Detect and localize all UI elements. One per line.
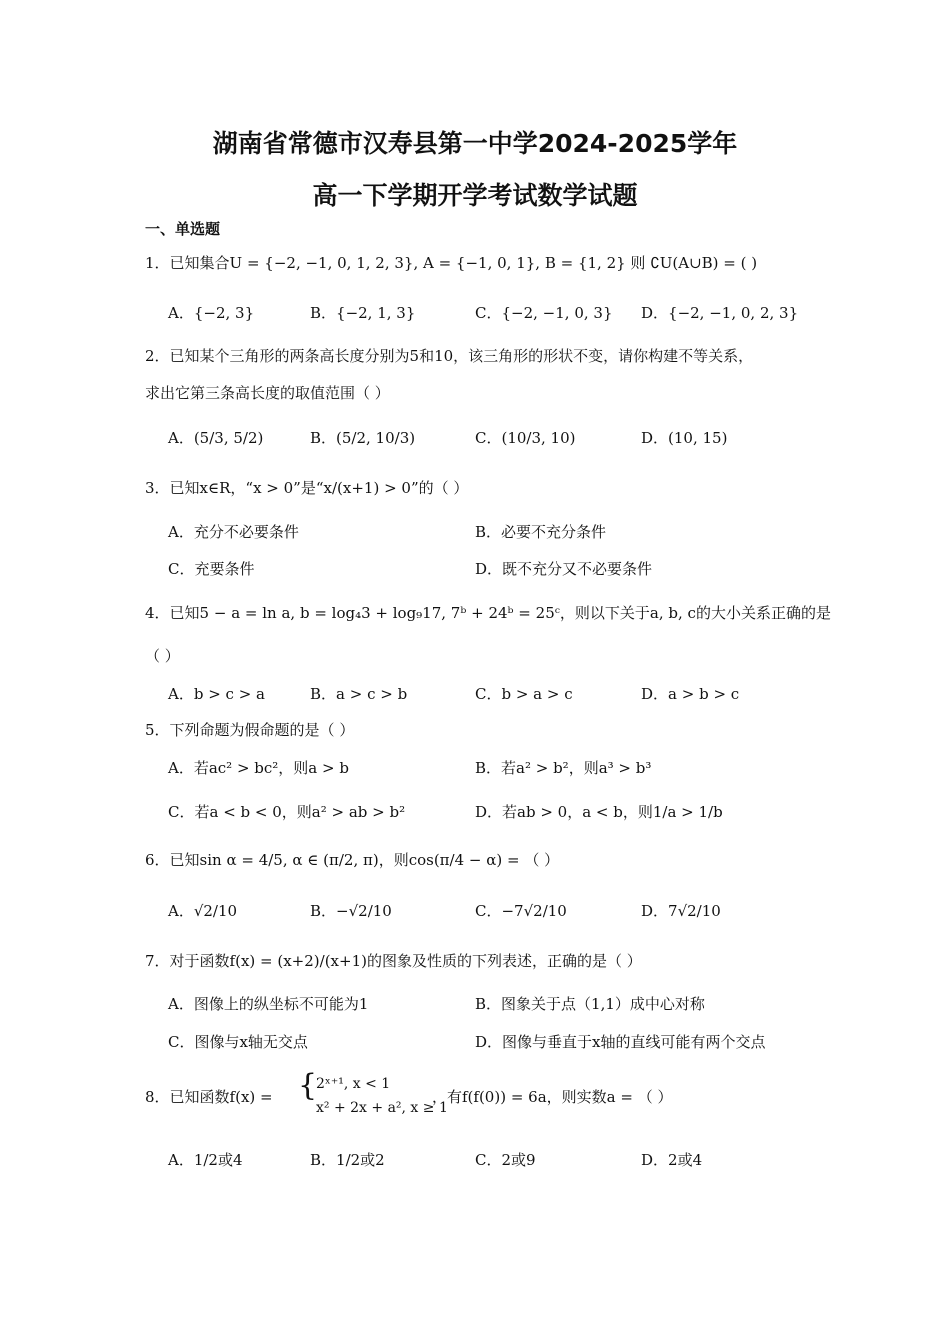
question-2-option-c: C．(10/3, 10) (475, 429, 576, 447)
question-7-option-a: A．图像上的纵坐标不可能为1 (168, 995, 369, 1013)
question-1-option-d: D．{−2, −1, 0, 2, 3} (641, 304, 799, 322)
exam-title-line1: 湖南省常德市汉寿县第一中学2024-2025学年 (212, 129, 738, 158)
question-3-option-d: D．既不充分又不必要条件 (475, 560, 653, 578)
question-8-option-a: A．1/2或4 (168, 1151, 243, 1169)
question-7-option-c: C．图像与x轴无交点 (168, 1033, 308, 1051)
question-4-option-d: D．a > b > c (641, 685, 740, 703)
question-8-stem-suffix: ，有f(f(0)) = 6a，则实数a = （ ） (432, 1088, 673, 1106)
question-4-option-c: C．b > a > c (475, 685, 573, 703)
question-4-option-a: A．b > c > a (168, 685, 265, 703)
question-6-option-b: B．−√2/10 (310, 902, 392, 920)
question-1-option-c: C．{−2, −1, 0, 3} (475, 304, 613, 322)
question-3-stem: 3．已知x∈R，“x > 0”是“x/(x+1) > 0”的（ ） (145, 479, 469, 497)
question-2-stem-line2: 求出它第三条高长度的取值范围（ ） (145, 384, 390, 402)
question-3-option-b: B．必要不充分条件 (475, 523, 607, 541)
question-5-option-b: B．若a² > b²，则a³ > b³ (475, 759, 652, 777)
question-5-stem: 5．下列命题为假命题的是（ ） (145, 721, 355, 739)
question-2-option-d: D．(10, 15) (641, 429, 728, 447)
question-4-stem-line2: （ ） (145, 647, 180, 665)
question-6-stem: 6．已知sin α = 4/5, α ∈ (π/2, π)，则cos(π/4 − α) = （ ） (145, 851, 560, 869)
question-8-option-d: D．2或4 (641, 1151, 703, 1169)
question-2-stem-line1: 2．已知某个三角形的两条高长度分别为5和10，该三角形的形状不变，请你构建不等关系， (145, 347, 754, 365)
piecewise-brace: { (298, 1068, 318, 1103)
question-5-option-a: A．若ac² > bc²，则a > b (168, 759, 349, 777)
question-8-option-c: C．2或9 (475, 1151, 536, 1169)
question-6-option-d: D．7√2/10 (641, 902, 721, 920)
question-2-option-b: B．(5/2, 10/3) (310, 429, 416, 447)
question-7-option-d: D．图像与垂直于x轴的直线可能有两个交点 (475, 1033, 766, 1051)
question-6-option-a: A．√2/10 (168, 902, 238, 920)
question-5-option-d: D．若ab > 0，a < b，则1/a > 1/b (475, 803, 723, 821)
question-5-option-c: C．若a < b < 0，则a² > ab > b² (168, 803, 406, 821)
section-heading: 一、单选题 (145, 220, 221, 238)
question-4-option-b: B．a > c > b (310, 685, 408, 703)
question-1-option-a: A．{−2, 3} (168, 304, 255, 322)
question-6-option-c: C．−7√2/10 (475, 902, 567, 920)
question-8-case-1: 2ˣ⁺¹, x < 1 (316, 1076, 391, 1092)
exam-title-line2: 高一下学期开学考试数学试题 (312, 181, 638, 210)
question-8-option-b: B．1/2或2 (310, 1151, 385, 1169)
question-3-option-c: C．充要条件 (168, 560, 255, 578)
question-2-option-a: A．(5/3, 5/2) (168, 429, 264, 447)
question-4-stem-line1: 4．已知5 − a = ln a, b = log₄3 + log₉17, 7ᵇ + 24ᵇ = 25ᶜ，则以下关于a, b, c的大小关系正确的是 (145, 604, 831, 622)
question-1-option-b: B．{−2, 1, 3} (310, 304, 416, 322)
question-1-stem: 1．已知集合U = {−2, −1, 0, 1, 2, 3}, A = {−1, 0, 1}, B = {1, 2} 则 ∁U(A∪B) = ( ) (145, 254, 758, 272)
question-7-option-b: B．图象关于点（1,1）成中心对称 (475, 995, 705, 1013)
question-8-case-2: x² + 2x + a², x ≥ 1 (316, 1100, 448, 1116)
question-8-stem-prefix: 8．已知函数f(x) = (145, 1088, 273, 1106)
question-7-stem: 7．对于函数f(x) = (x+2)/(x+1)的图象及性质的下列表述，正确的是（ ） (145, 952, 642, 970)
question-3-option-a: A．充分不必要条件 (168, 523, 299, 541)
